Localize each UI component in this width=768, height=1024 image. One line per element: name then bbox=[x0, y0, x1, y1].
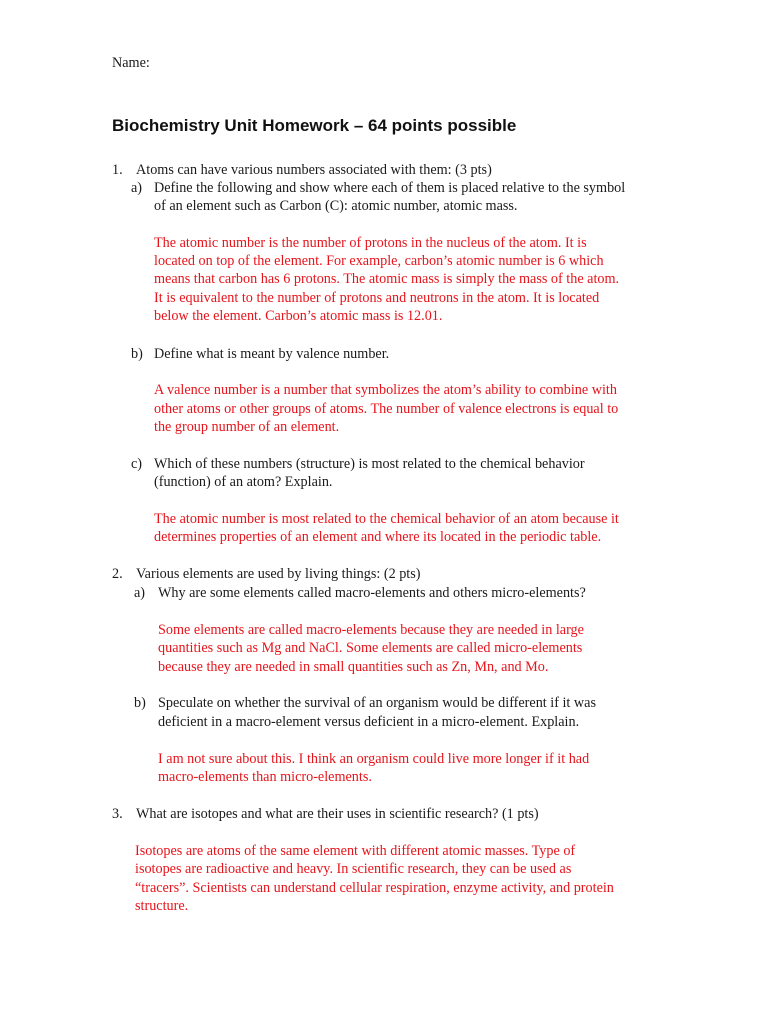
question-1a-line: of an element such as Carbon (C): atomic number, atomic mass. bbox=[154, 198, 518, 214]
answer-1b-line: A valence number is a number that symbolizes the atom’s ability to combine with bbox=[154, 382, 617, 398]
question-1c-line: (function) of an atom? Explain. bbox=[154, 474, 333, 490]
question-2a-line: Why are some elements called macro-elements and others micro-elements? bbox=[158, 585, 586, 601]
answer-3-line: isotopes are radioactive and heavy. In scientific research, they can be used as bbox=[135, 861, 572, 877]
answer-1a-line: below the element. Carbon’s atomic mass is 12.01. bbox=[154, 308, 443, 324]
answer-2b-line: macro-elements than micro-elements. bbox=[158, 769, 372, 785]
answer-1b-line: other atoms or other groups of atoms. The number of valence electrons is equal to bbox=[154, 401, 619, 417]
answer-1a-line: The atomic number is the number of protons in the nucleus of the atom. It is bbox=[154, 235, 587, 251]
answer-1a-line: located on top of the element. For example, carbon’s atomic number is 6 which bbox=[154, 253, 604, 269]
question-1a-marker: a) bbox=[131, 180, 143, 196]
page-title: Biochemistry Unit Homework – 64 points possible bbox=[112, 116, 517, 135]
answer-1b-line: the group number of an element. bbox=[154, 419, 340, 435]
answer-3-line: Isotopes are atoms of the same element with different atomic masses. Type of bbox=[135, 843, 576, 859]
question-1b-marker: b) bbox=[131, 346, 143, 362]
answer-2a-line: quantities such as Mg and NaCl. Some elements are called micro-elements bbox=[158, 640, 583, 656]
question-2b-line: deficient in a macro-element versus deficient in a micro-element. Explain. bbox=[158, 714, 580, 730]
answer-3-line: “tracers”. Scientists can understand cellular respiration, enzyme activity, and protein bbox=[135, 880, 614, 896]
answer-2a-line: because they are needed in small quantities such as Zn, Mn, and Mo. bbox=[158, 659, 549, 675]
question-1b-line: Define what is meant by valence number. bbox=[154, 346, 390, 362]
question-3-text: What are isotopes and what are their uses in scientific research? (1 pts) bbox=[136, 806, 539, 822]
answer-2b-line: I am not sure about this. I think an organism could live more longer if it had bbox=[158, 751, 590, 767]
question-1-text: Atoms can have various numbers associated with them: (3 pts) bbox=[136, 162, 492, 178]
answer-1a-line: means that carbon has 6 protons. The atomic mass is simply the mass of the atom. bbox=[154, 271, 620, 287]
question-1-number: 1. bbox=[112, 162, 123, 178]
question-1c-line: Which of these numbers (structure) is most related to the chemical behavior bbox=[154, 456, 585, 472]
answer-1c-line: determines properties of an element and where its located in the periodic table. bbox=[154, 529, 602, 545]
question-1a-line: Define the following and show where each of them is placed relative to the symbol bbox=[154, 180, 626, 196]
question-2b-marker: b) bbox=[134, 695, 146, 711]
answer-2a-line: Some elements are called macro-elements because they are needed in large bbox=[158, 622, 584, 638]
question-2a-marker: a) bbox=[134, 585, 146, 601]
question-2-number: 2. bbox=[112, 566, 123, 582]
answer-1c-line: The atomic number is most related to the chemical behavior of an atom because it bbox=[154, 511, 619, 527]
name-label: Name: bbox=[112, 55, 150, 71]
answer-1a-line: It is equivalent to the number of protons and neutrons in the atom. It is located bbox=[154, 290, 600, 306]
answer-3-line: structure. bbox=[135, 898, 189, 914]
question-2-text: Various elements are used by living things: (2 pts) bbox=[136, 566, 421, 582]
question-1c-marker: c) bbox=[131, 456, 143, 472]
question-2b-line: Speculate on whether the survival of an organism would be different if it was bbox=[158, 695, 596, 711]
question-3-number: 3. bbox=[112, 806, 123, 822]
